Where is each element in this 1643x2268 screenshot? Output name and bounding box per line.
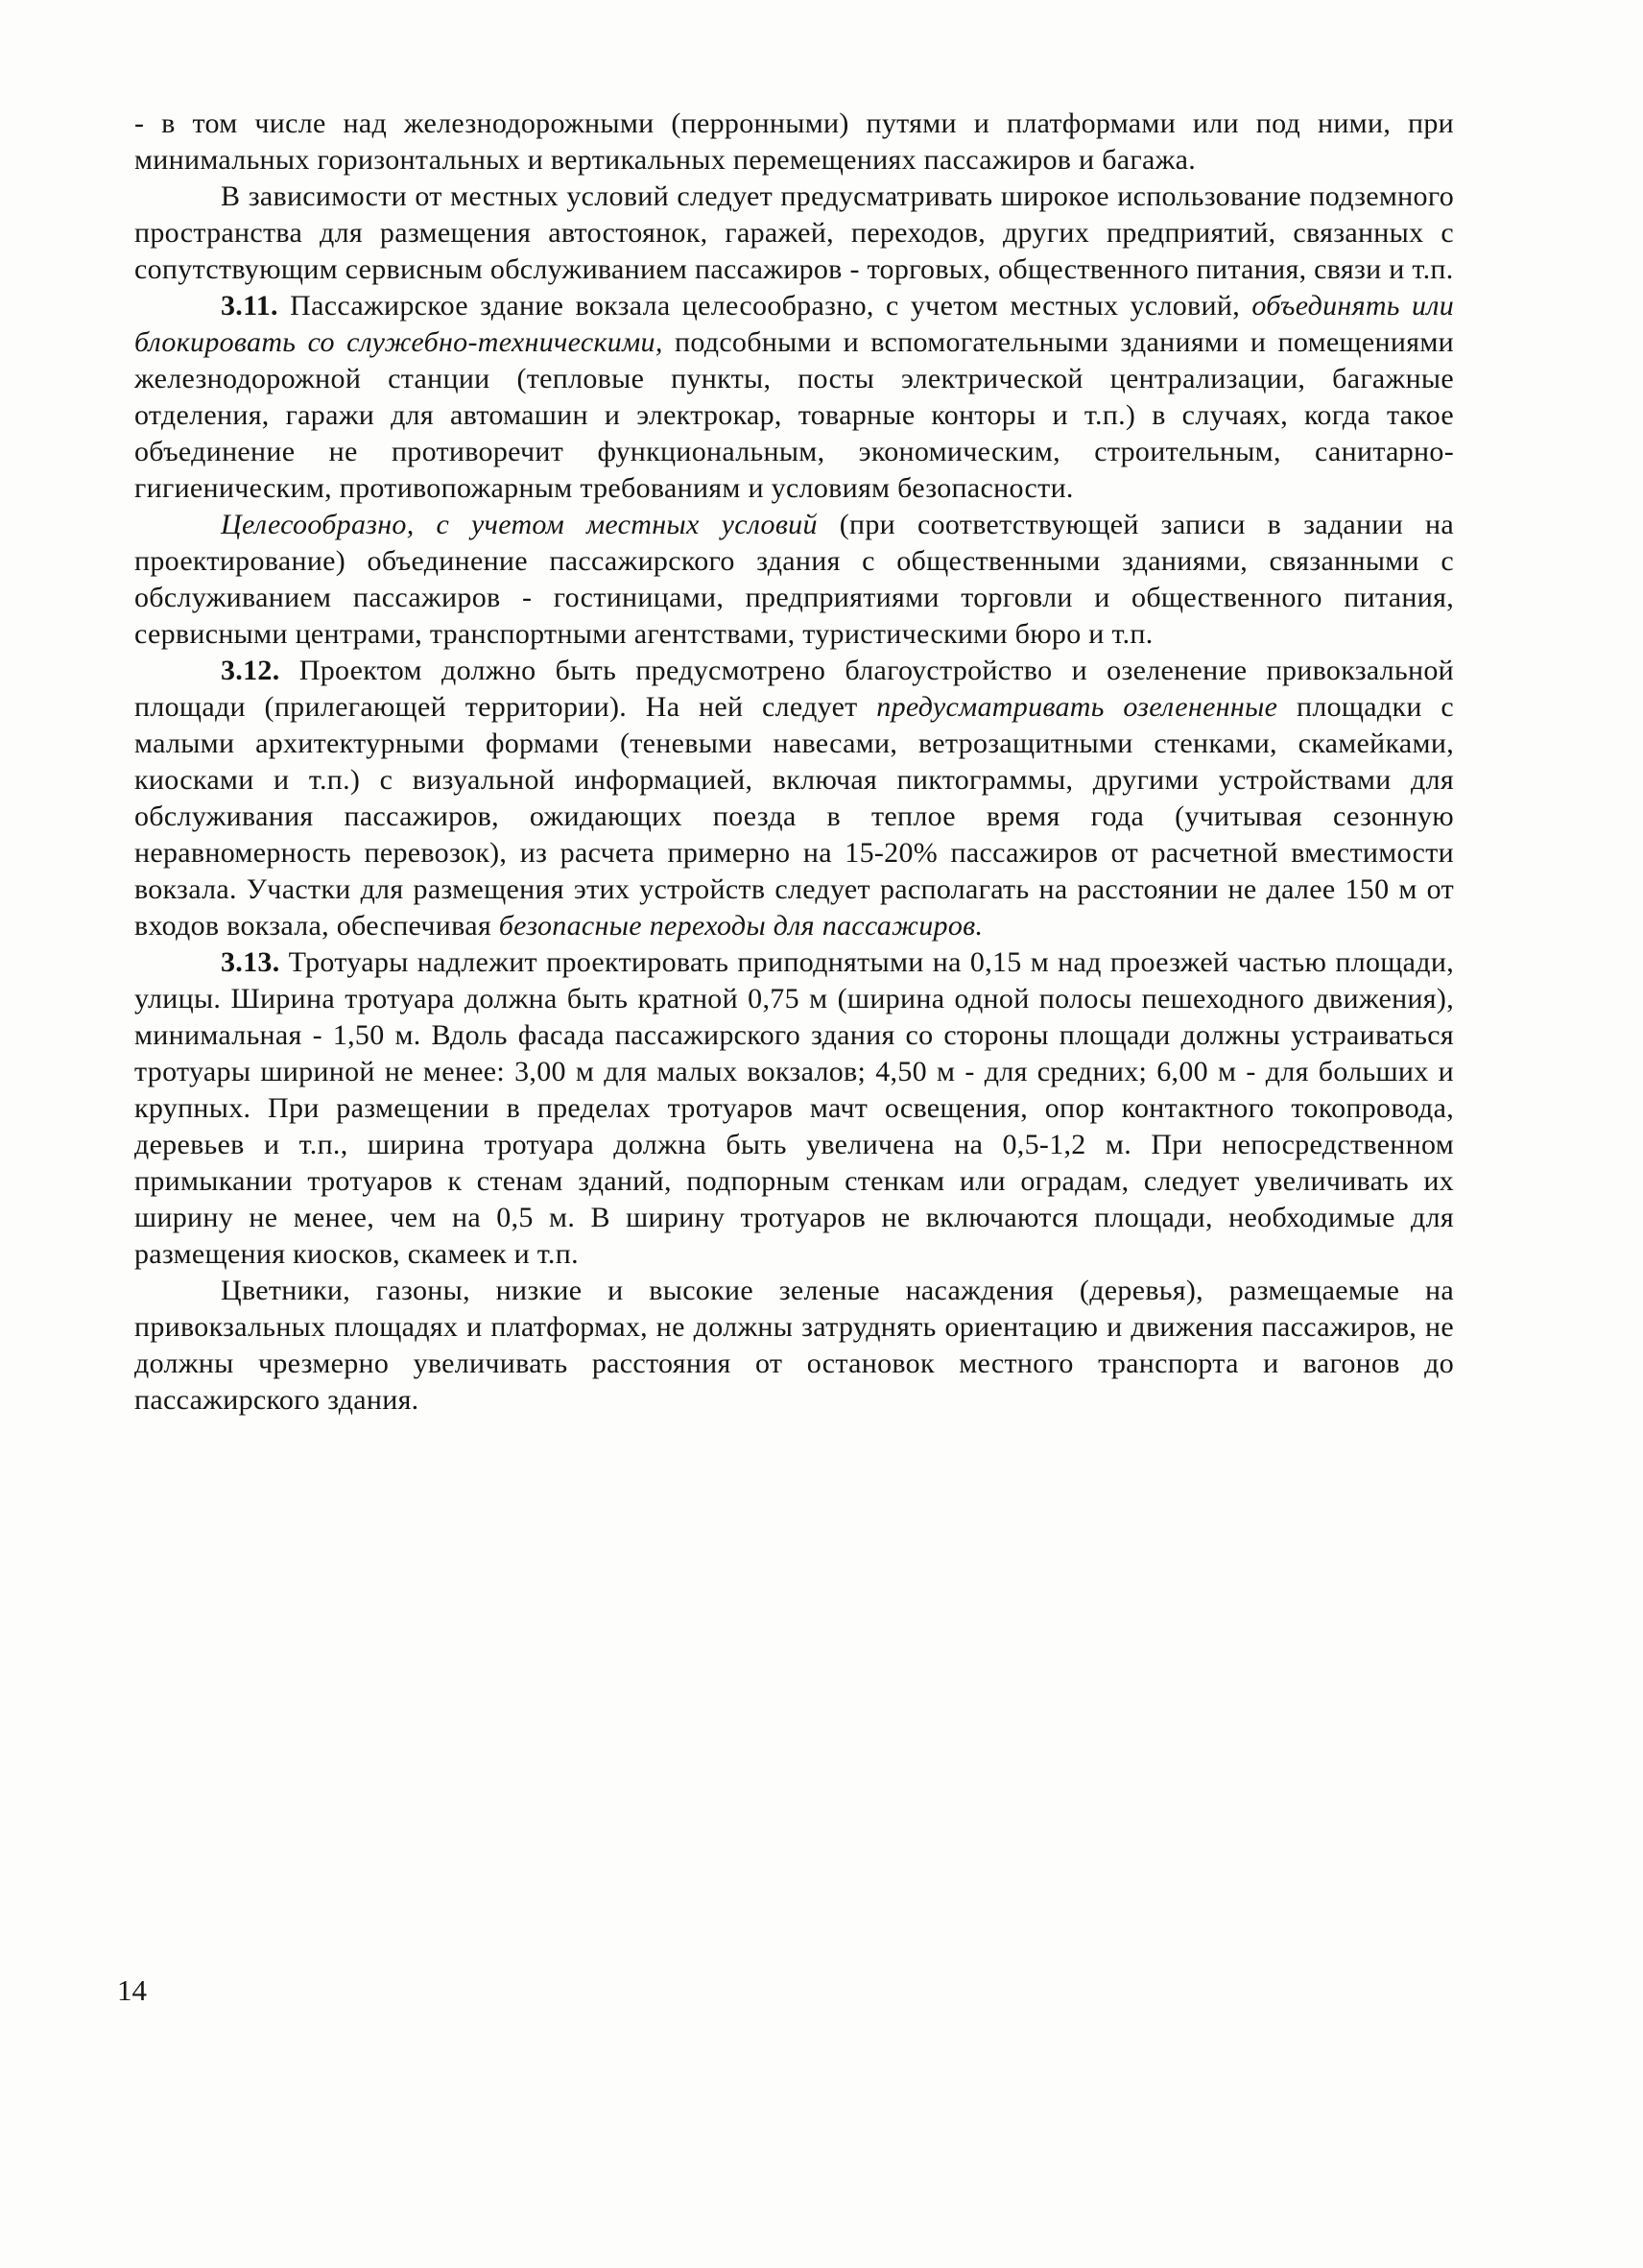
text-segment: Тротуары надлежит проектировать приподнятыми на 0,15 м над проезжей частью площади, улицы. Ширина тротуара должна быть кратной 0,75 м (ширина одной полосы пешеходного движения), минимальная - 1,50 м. Вдоль фасада пассажирского здания со стороны площади должны устраиваться тротуары шириной не менее: 3,00 м для малых вокзалов; 4,50 м - для средних; 6,00 м - для больших и крупных. При размещении в пределах тротуаров мачт освещения, опор контактного токопровода, деревьев и т.п., ширина тротуара должна быть увеличена на 0,5-1,2 м. При непосредственном примыкании тротуаров к стенам зданий, подпорным стенкам или оградам, следует увеличивать их ширину не менее, чем на 0,5 м. В ширину тротуаров не включаются площади, необходимые для размещения киосков, скамеек и т.п. <box>134 946 1454 1270</box>
paragraph <box>134 288 1454 507</box>
paragraph <box>134 1273 1454 1419</box>
page-number: 14 <box>117 1973 147 2007</box>
text-segment: - в том числе над железнодорожными (перронными) путями и платформами или под ними, при минимальных горизонтальных и вертикальных перемещениях пассажиров и багажа. <box>134 107 1454 176</box>
text-segment: подсобными и вспомогательными зданиями и помещениями железнодорожной станции (тепловые пункты, посты электрической централизации, багажные отделения, гаражи для автомашин и электрокар, товарные конторы и т.п.) в случаях, когда такое объединение не противоречит функциональным, экономическим, строительным, санитарно-гигиеническим, противопожарным требованиям и условиям безопасности. <box>134 326 1454 504</box>
text-segment: (при соответствующей записи в задании на проектирование) объединение пассажирского здания с общественными зданиями, связанными с обслуживанием пассажиров - гостиницами, предприятиями торговли и общественного питания, сервисными центрами, транспортными агентствами, туристическими бюро и т.п. <box>134 509 1454 650</box>
document-body <box>134 106 1454 1419</box>
text-segment: 3.12. <box>221 655 280 686</box>
text-segment: 3.13. <box>221 946 280 978</box>
paragraph <box>134 106 1454 179</box>
text-segment: объединять или блокировать со служебно-техническими, <box>134 290 1455 358</box>
paragraph <box>134 944 1454 1273</box>
paragraph <box>134 653 1454 944</box>
text-segment: Целесообразно, с учетом местных условий <box>221 509 818 540</box>
text-segment: Проектом должно быть предусмотрено благоустройство и озеленение привокзальной площади (прилегающей территории). На ней следует <box>134 655 1454 723</box>
text-segment: предусматривать озелененные <box>876 691 1278 723</box>
paragraph <box>134 507 1454 653</box>
text-segment: безопасные переходы для пассажиров. <box>498 910 984 942</box>
text-segment: В зависимости от местных условий следует предусматривать широкое использование подземного пространства для размещения автостоянок, гаражей, переходов, других предприятий, связанных с сопутствующим сервисным обслуживанием пассажиров - торговых, общественного питания, связи и т.п. <box>134 180 1454 285</box>
text-segment: Цветники, газоны, низкие и высокие зеленые насаждения (деревья), размещаемые на привокзальных площадях и платформах, не должны затруднять ориентацию и движения пассажиров, не должны чрезмерно увеличивать расстояния от остановок местного транспорта и вагонов до пассажирского здания. <box>134 1275 1454 1416</box>
text-segment: 3.11. <box>221 290 278 322</box>
paragraph <box>134 179 1454 288</box>
text-segment: площадки с малыми архитектурными формами (теневыми навесами, ветрозащитными стенками, скамейками, киосками и т.п.) с визуальной информацией, включая пиктограммы, другими устройствами для обслуживания пассажиров, ожидающих поезда в теплое время года (учитывая сезонную неравномерность перевозок), из расчета примерно на 15-20% пассажиров от расчетной вместимости вокзала. Участки для размещения этих устройств следует располагать на расстоянии не далее 150 м от входов вокзала, обеспечивая <box>134 691 1454 942</box>
text-segment: Пассажирское здание вокзала целесообразно, с учетом местных условий, <box>277 290 1252 322</box>
